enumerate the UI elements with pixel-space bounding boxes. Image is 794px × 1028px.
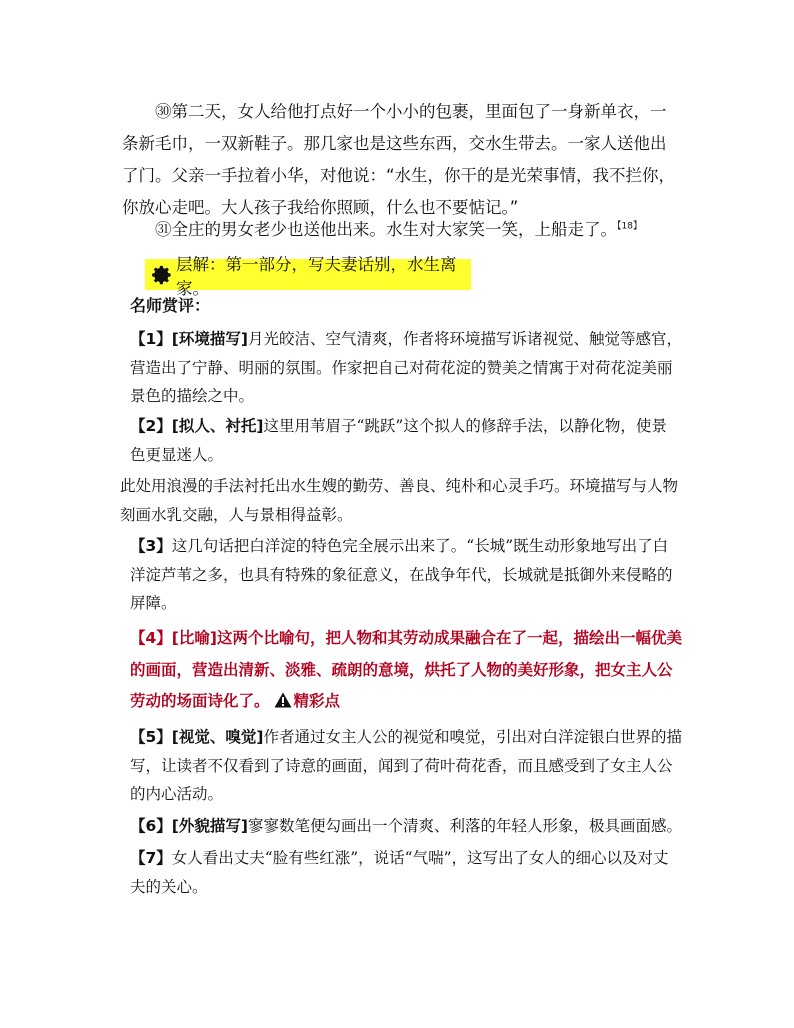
layer-analysis-highlight	[145, 254, 471, 298]
passage-paragraph-30	[122, 96, 682, 224]
note-tag: [拟人、衬托]	[171, 417, 264, 435]
note-tag: [外貌描写]	[171, 817, 248, 835]
review-note-5	[130, 723, 682, 809]
note-number: 【6】	[130, 817, 172, 835]
note-text: 作者通过女主人公的视觉和嗅觉，引出对白洋淀银白世界的描写，让读者不仅看到了诗意的画面，闻到了荷叶荷花香，而且感受到了女主人公的内心活动。	[130, 728, 682, 803]
review-note-3	[130, 532, 682, 618]
passage-paragraph-31-text: ㉛全庄的男女老少也送他出来。水生对大家笑一笑，上船走了。	[155, 220, 617, 239]
note-tag: [环境描写]	[171, 330, 248, 348]
note-text: 这几句话把白洋淀的特色完全展示出来了。“长城”既生动形象地写出了白洋淀芦苇之多，也具有特殊的象征意义，在战争年代，长城就是抵御外来侵略的屏障。	[130, 537, 673, 612]
note-text: 寥寥数笔便勾画出一个清爽、利落的年轻人形象，极具画面感。	[247, 817, 682, 835]
review-heading: 名师赏评：	[130, 296, 211, 315]
note-number: 【3】	[130, 537, 172, 555]
reference-marker: 【18】	[617, 221, 642, 232]
note-tag: [比喻]	[171, 629, 217, 647]
note-number: 【7】	[130, 849, 172, 867]
review-note-1	[130, 325, 682, 411]
review-note-2	[130, 412, 682, 469]
review-note-4	[130, 622, 682, 716]
note-text: 这两个比喻句，把人物和其劳动成果融合在了一起，描绘出一幅优美的画面，营造出清新、淡雅、疏朗的意境，烘托了人物的美好形象，把女主人公劳动的场面诗化了。	[130, 628, 682, 710]
note-tag: [视觉、嗅觉]	[171, 728, 264, 746]
highlight-badge: 精彩点	[293, 691, 341, 710]
note-text: 月光皎洁、空气清爽，作者将环境描写诉诸视觉、触觉等感官，营造出了宁静、明丽的氛围。作家把自己对荷花淀的赞美之情寓于对荷花淀美丽景色的描绘之中。	[130, 330, 682, 405]
review-note-6	[130, 812, 682, 841]
note-number: 【1】	[130, 330, 172, 348]
layer-analysis-text: 层解：第一部分，写夫妻话别，水生离家。	[176, 254, 457, 298]
review-note-7	[130, 844, 682, 901]
note-text: 女人看出丈夫“脸有些红涨”，说话“气喘”，这写出了女人的细心以及对丈夫的关心。	[130, 849, 669, 896]
note-number: 【5】	[130, 728, 172, 746]
note-number: 【4】	[130, 629, 172, 647]
note-text: 这里用苇眉子“跳跃”这个拟人的修辞手法，以静化物，使景色更显迷人。	[130, 417, 667, 464]
warning-icon	[274, 692, 292, 708]
review-note-2-extra: 此处用浪漫的手法衬托出水生嫂的勤劳、善良、纯朴和心灵手巧。环境描写与人物刻画水乳交融，人与景相得益彰。	[120, 477, 679, 524]
passage-paragraph-30-text: ㉚第二天，女人给他打点好一个小小的包裹，里面包了一身新单衣，一条新毛巾，一双新鞋子。那几家也是这些东西，交水生带去。一家人送他出了门。父亲一手拉着小华，对他说：“水生，你干的是光荣事情，我不拦你，你放心走吧。大人孩子我给你照顾，什么也不要惦记。”	[122, 102, 676, 217]
passage-paragraph-31	[122, 214, 682, 246]
note-number: 【2】	[130, 417, 172, 435]
gear-icon	[151, 264, 173, 286]
